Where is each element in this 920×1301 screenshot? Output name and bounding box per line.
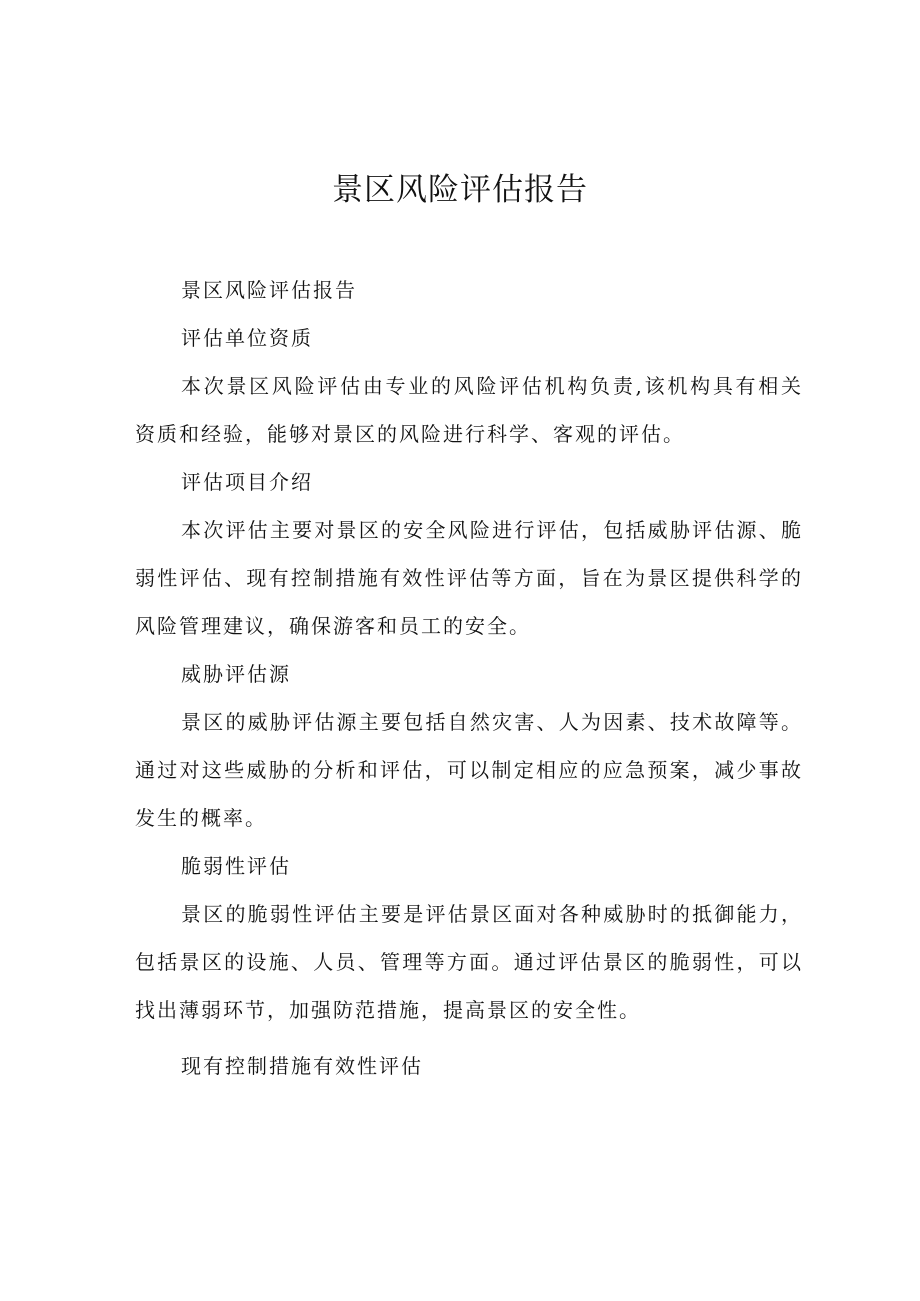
paragraph-threat-source: 景区的威胁评估源主要包括自然灾害、人为因素、技术故障等。通过对这些威胁的分析和评估，可以制定相应的应急预案，减少事故发生的概率。 bbox=[135, 710, 803, 830]
section-heading-qualification: 评估单位资质 bbox=[181, 326, 313, 350]
paragraph-vulnerability: 景区的脆弱性评估主要是评估景区面对各种威胁时的抵御能力，包括景区的设施、人员、管理等方面。通过评估景区的脆弱性，可以找出薄弱环节，加强防范措施，提高景区的安全性。 bbox=[135, 902, 803, 1022]
paragraph-project-intro: 本次评估主要对景区的安全风险进行评估，包括威胁评估源、脆弱性评估、现有控制措施有效性评估等方面，旨在为景区提供科学的风险管理建议，确保游客和员工的安全。 bbox=[135, 518, 803, 638]
document-body bbox=[135, 266, 803, 1090]
document-title: 景区风险评估报告 bbox=[332, 172, 588, 208]
paragraph-qualification: 本次景区风险评估由专业的风险评估机构负责,该机构具有相关资质和经验，能够对景区的风险进行科学、客观的评估。 bbox=[135, 374, 803, 446]
section-heading-vulnerability: 脆弱性评估 bbox=[181, 854, 291, 878]
section-heading-report: 景区风险评估报告 bbox=[181, 278, 357, 302]
section-heading-project-intro: 评估项目介绍 bbox=[181, 470, 313, 494]
section-heading-threat-source: 威胁评估源 bbox=[181, 662, 291, 686]
section-heading-control-effectiveness: 现有控制措施有效性评估 bbox=[181, 1054, 423, 1078]
